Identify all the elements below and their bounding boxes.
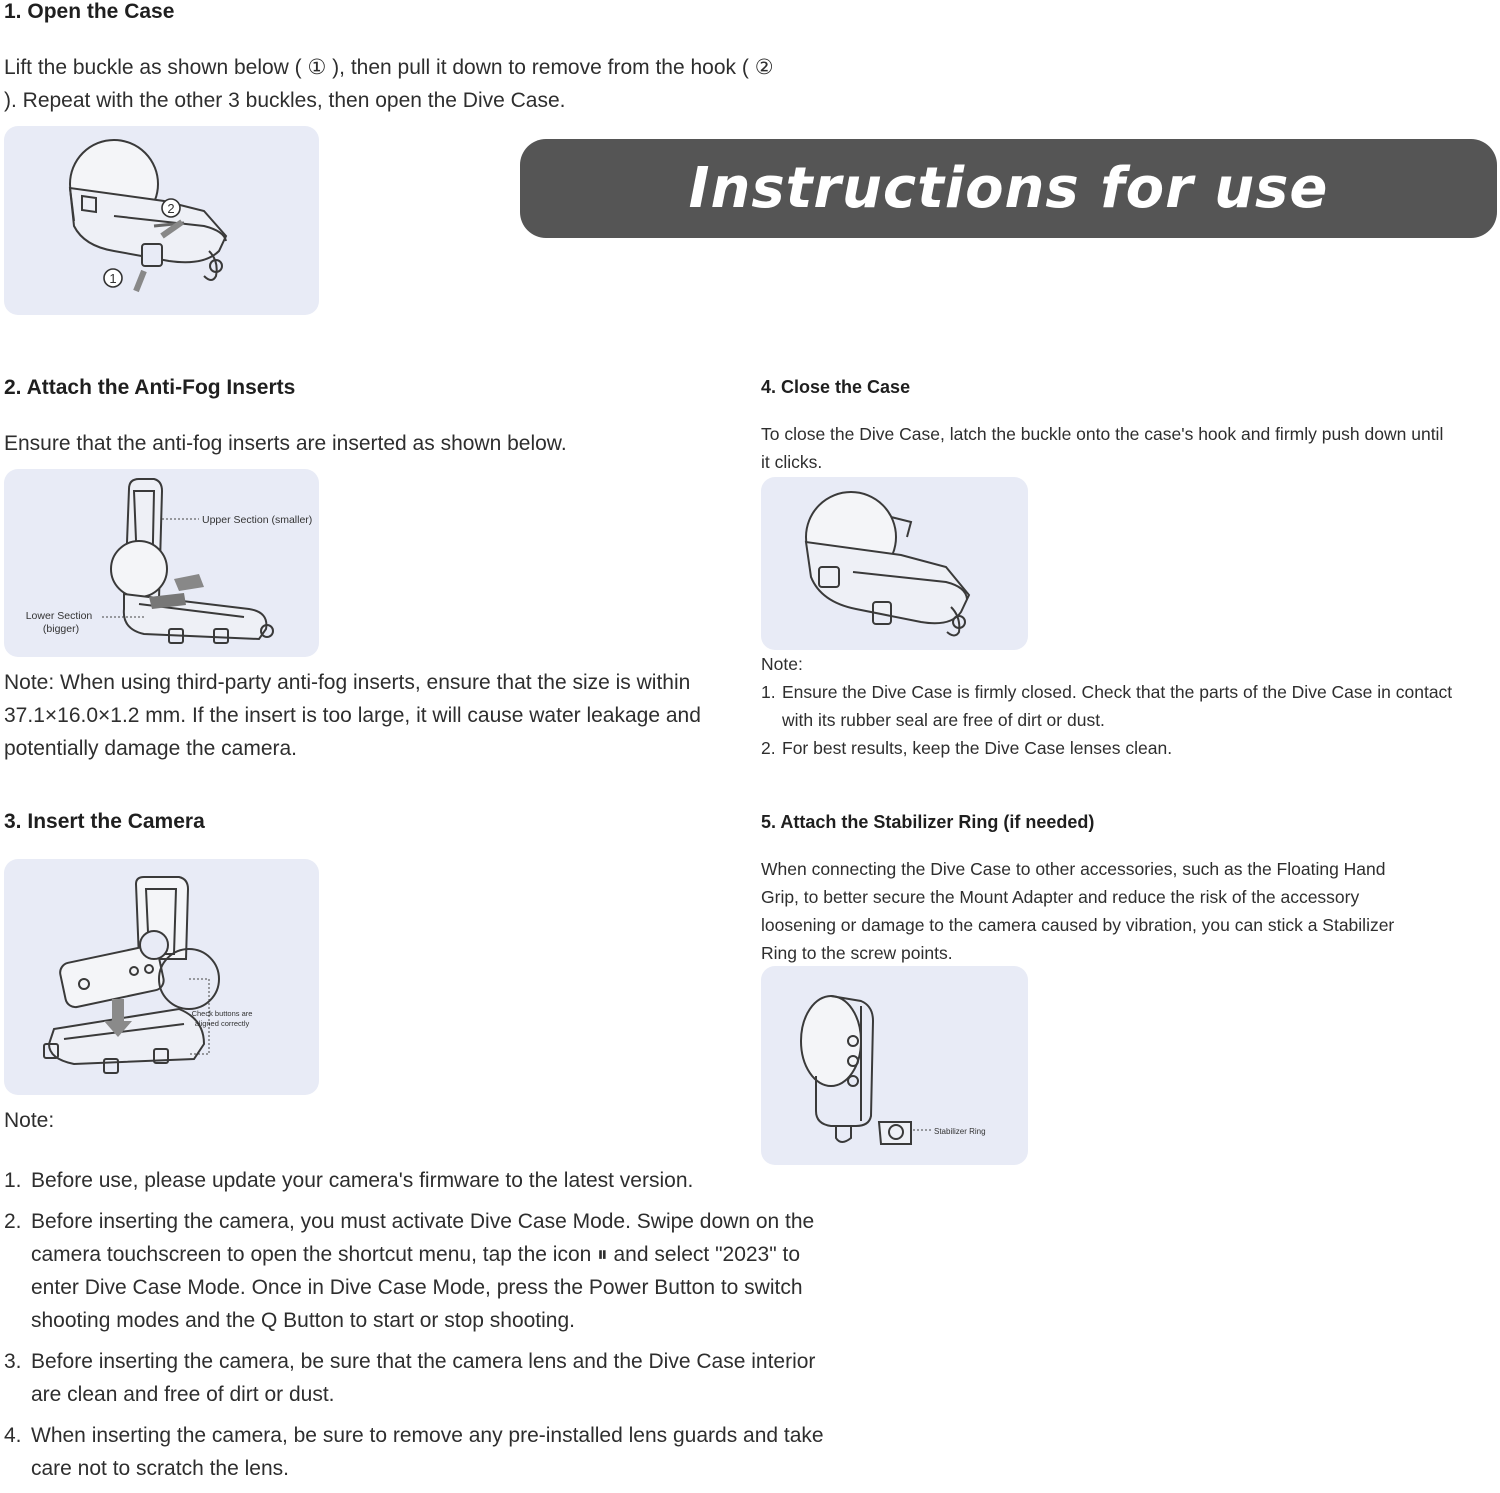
step3-figure [4,859,319,1095]
step4-note-item [761,678,1500,734]
step1-figure [4,126,319,315]
step3-note-2-line4: shooting modes and the Q Button to start or stop shooting. [31,1309,576,1332]
step2-note-line2: 37.1×16.0×1.2 mm. If the insert is too large, it will cause water leakage and [4,704,701,727]
step3-notes-list [4,1164,884,1493]
step2-text: Ensure that the anti-fog inserts are inserted as shown below. [4,432,567,455]
open-case-illustration [4,126,319,315]
marker-1-label: 1 [109,271,117,286]
step1-number: 1. [4,0,22,23]
step3-note-2-line3: enter Dive Case Mode. Once in Dive Case Mode, press the Power Button to switch [31,1276,803,1299]
step3-note-item [4,1205,884,1337]
step3-note-item [4,1164,884,1197]
step5-text [761,855,1394,967]
step2-figure [4,469,319,657]
step2-note-line3: potentially damage the camera. [4,737,298,760]
upper-section-label: Upper Section (smaller) [202,514,313,526]
step5-text-line3: loosening or damage to the camera caused by vibration, you can stick a Stabilizer [761,915,1395,935]
step4-text-line1: To close the Dive Case, latch the buckle onto the case's hook and firmly push down until [761,424,1444,444]
step2-note-line1: Note: When using third-party anti-fog inserts, ensure that the size is within [4,671,691,694]
step2-number: 2. [4,376,22,399]
banner-title: Instructions for use [688,156,1329,221]
step1-text-line2: ). Repeat with the other 3 buckles, then open the Dive Case. [4,89,566,112]
step3-title: Insert the Camera [27,810,205,833]
lower-section-label: Lower Section [25,610,93,622]
step3-note-1-number: 1. [4,1169,22,1192]
step4-note-1-line1: Ensure the Dive Case is firmly closed. Check that the parts of the Dive Case in contact [782,682,1453,702]
aligned-correctly-label: aligned correctly [194,1019,250,1028]
step5-text-line2: Grip, to better secure the Mount Adapter and reduce the risk of the accessory [761,887,1360,907]
anti-fog-illustration [4,469,319,657]
step2-note [4,666,701,765]
step4-note-2-number: 2. [761,738,776,758]
stabilizer-ring-illustration [761,966,1028,1165]
step3-note-2-line2: camera touchscreen to open the shortcut menu, tap the icon ⏸ and select "2023" to [31,1243,801,1266]
marker-2-label: 2 [167,201,175,216]
step2-heading [4,376,295,400]
step5-text-line4: Ring to the screw points. [761,943,953,963]
step4-text-line2: it clicks. [761,452,823,472]
step3-note-label: Note: [4,1109,55,1132]
step3-note-4-line1: When inserting the camera, be sure to remove any pre-installed lens guards and take [31,1424,824,1447]
step4-notes-list [761,678,1500,762]
step5-figure [761,966,1028,1165]
step4-note-1-line2: with its rubber seal are free of dirt or dust. [782,710,1105,730]
step3-note-3-line1: Before inserting the camera, be sure that the camera lens and the Dive Case interior [31,1350,816,1373]
step4-text [761,420,1443,476]
step1-heading [4,0,174,24]
check-buttons-label: Check buttons are [191,1009,253,1018]
step4-note-item [761,734,1500,762]
step4-note-label: Note: [761,654,803,674]
step4-note-1-number: 1. [761,682,776,702]
step3-note-4-line2: care not to scratch the lens. [31,1457,289,1480]
step1-title: Open the Case [27,0,175,23]
step3-note-3-line2: are clean and free of dirt or dust. [31,1383,335,1406]
instructions-banner [520,139,1497,238]
lower-section-size-label: (bigger) [42,623,80,635]
step2-title: Attach the Anti-Fog Inserts [26,376,296,399]
step1-text [4,51,774,117]
insert-camera-illustration [4,859,319,1095]
step3-number: 3. [4,810,22,833]
step3-heading [4,810,205,834]
stabilizer-ring-label: Stabilizer Ring [934,1127,986,1136]
step5-text-line1: When connecting the Dive Case to other accessories, such as the Floating Hand [761,859,1386,879]
step5-heading [761,812,1094,833]
step5-title: Attach the Stabilizer Ring (if needed) [780,812,1095,832]
step4-title: Close the Case [781,377,911,397]
step5-number: 5. [761,812,777,832]
close-case-illustration [761,477,1028,650]
step3-note-3-number: 3. [4,1350,22,1373]
step3-note-2-number: 2. [4,1210,22,1233]
step4-note-2-line1: For best results, keep the Dive Case lenses clean. [782,738,1173,758]
step3-note-2-line1: Before inserting the camera, you must activate Dive Case Mode. Swipe down on the [31,1210,815,1233]
step3-note-item [4,1419,884,1485]
step1-text-line1: Lift the buckle as shown below ( ① ), then pull it down to remove from the hook ( ② [4,56,774,79]
step4-heading [761,377,910,398]
step4-number: 4. [761,377,777,397]
step3-note-item [4,1345,884,1411]
step3-note-1-line1: Before use, please update your camera's firmware to the latest version. [31,1169,694,1192]
step4-figure [761,477,1028,650]
step3-note-4-number: 4. [4,1424,22,1447]
